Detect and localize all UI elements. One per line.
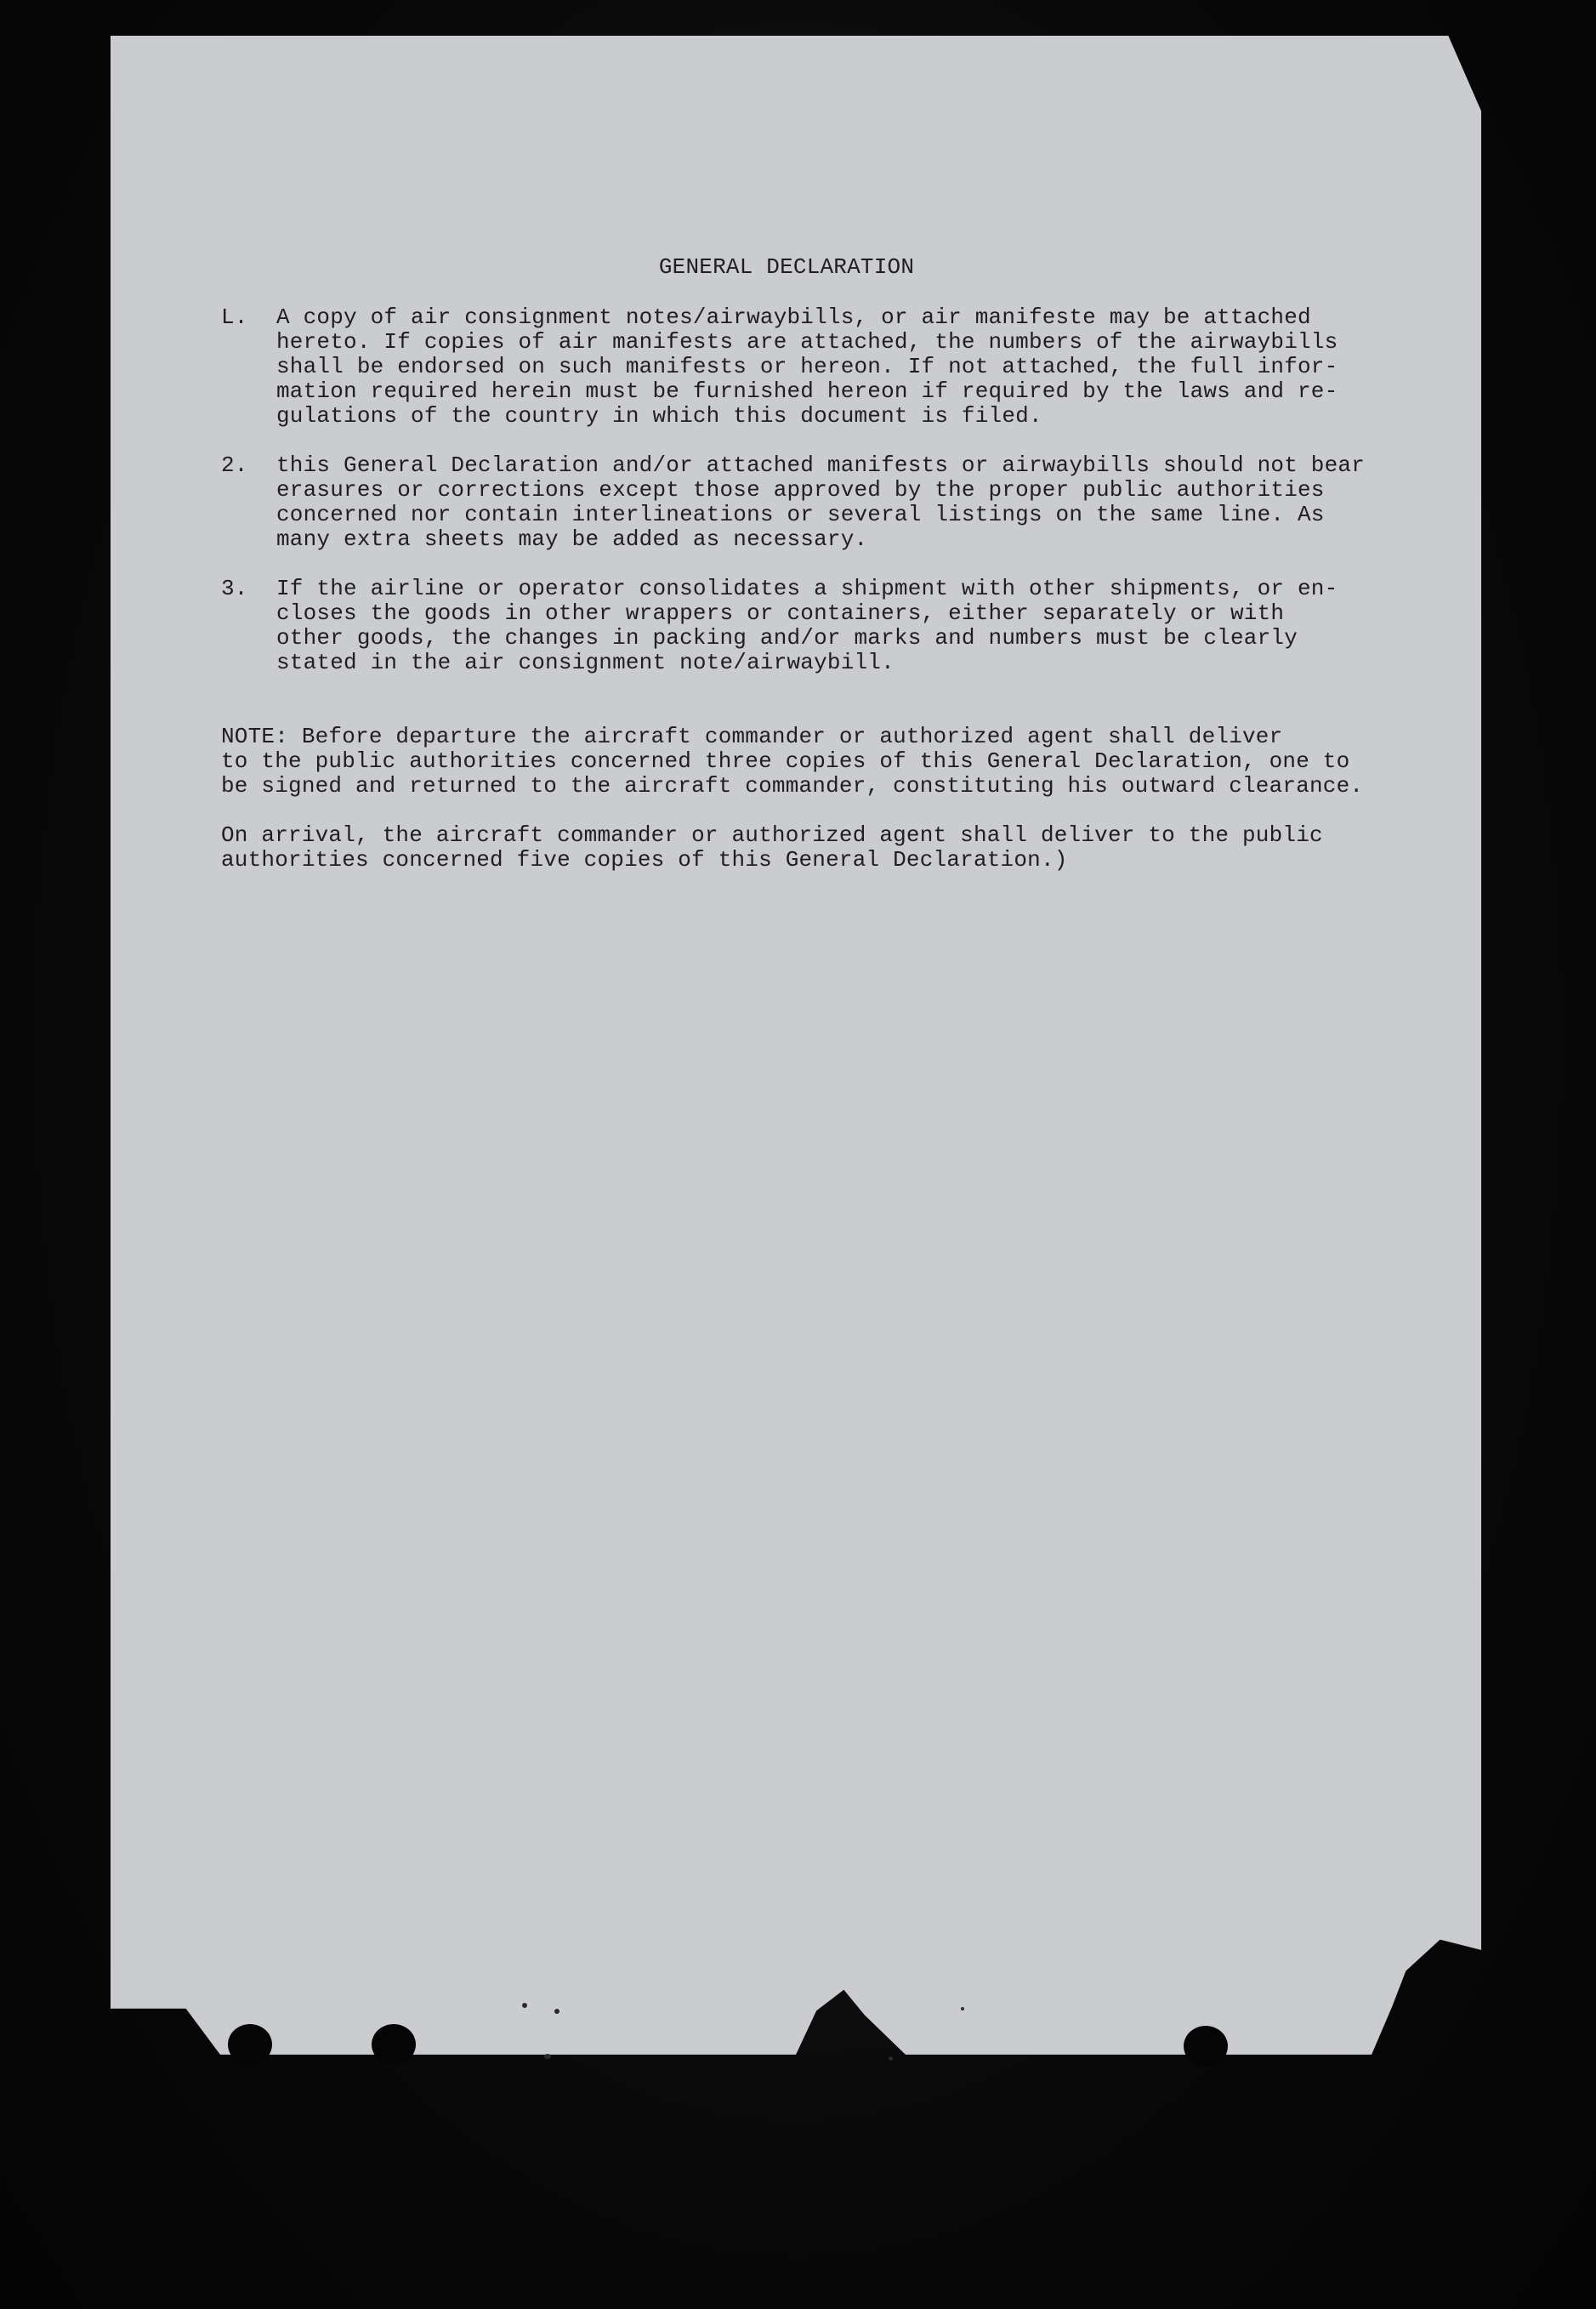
punch-hole-3 [1184, 2026, 1228, 2067]
declaration-item-2 [221, 453, 1394, 552]
item-number: 3. [221, 576, 248, 601]
declaration-document [221, 255, 1394, 873]
ink-speck [522, 2003, 527, 2008]
item-number: L. [221, 304, 248, 330]
ink-speck [544, 2054, 551, 2059]
ink-speck [554, 2009, 559, 2014]
document-title: GENERAL DECLARATION [658, 254, 915, 280]
ink-speck [889, 2056, 893, 2061]
declaration-item-1 [221, 305, 1394, 429]
item-text: A copy of air consignment notes/airwaybills, or air manifeste may be attached hereto. If copies of air manifests are attached, the numbers of the airwaybills shall be endorsed on such manifests or hereon. If not attached, the full infor- mation required herein must be furnished hereon if required by the laws and re- gulations of the country in which this document is filed. [276, 304, 1338, 429]
departure-note: NOTE: Before departure the aircraft commander or authorized agent shall deliver to the public authorities concerned three copies of this General Declaration, one to be signed and returned to the aircraft commander, constituting his outward clearance. [221, 724, 1364, 799]
ink-speck [961, 2007, 964, 2010]
punch-hole-2 [372, 2024, 416, 2065]
item-text: If the airline or operator consolidates a shipment with other shipments, or en- closes the goods in other wrappers or containers, either separately or with other goods, the changes in packing and/or marks and numbers must be clearly stated in the air consignment note/airwaybill. [276, 576, 1338, 675]
declaration-item-3 [221, 577, 1394, 675]
item-text: this General Declaration and/or attached manifests or airwaybills should not bear erasures or corrections except those approved by the proper public authorities concerned nor contain interlineations or several listings on the same line. As many extra sheets may be added as necessary. [276, 452, 1366, 552]
arrival-note: On arrival, the aircraft commander or authorized agent shall deliver to the public authorities concerned five copies of this General Declaration.) [221, 822, 1323, 873]
item-number: 2. [221, 452, 248, 478]
punch-hole-1 [228, 2024, 272, 2065]
